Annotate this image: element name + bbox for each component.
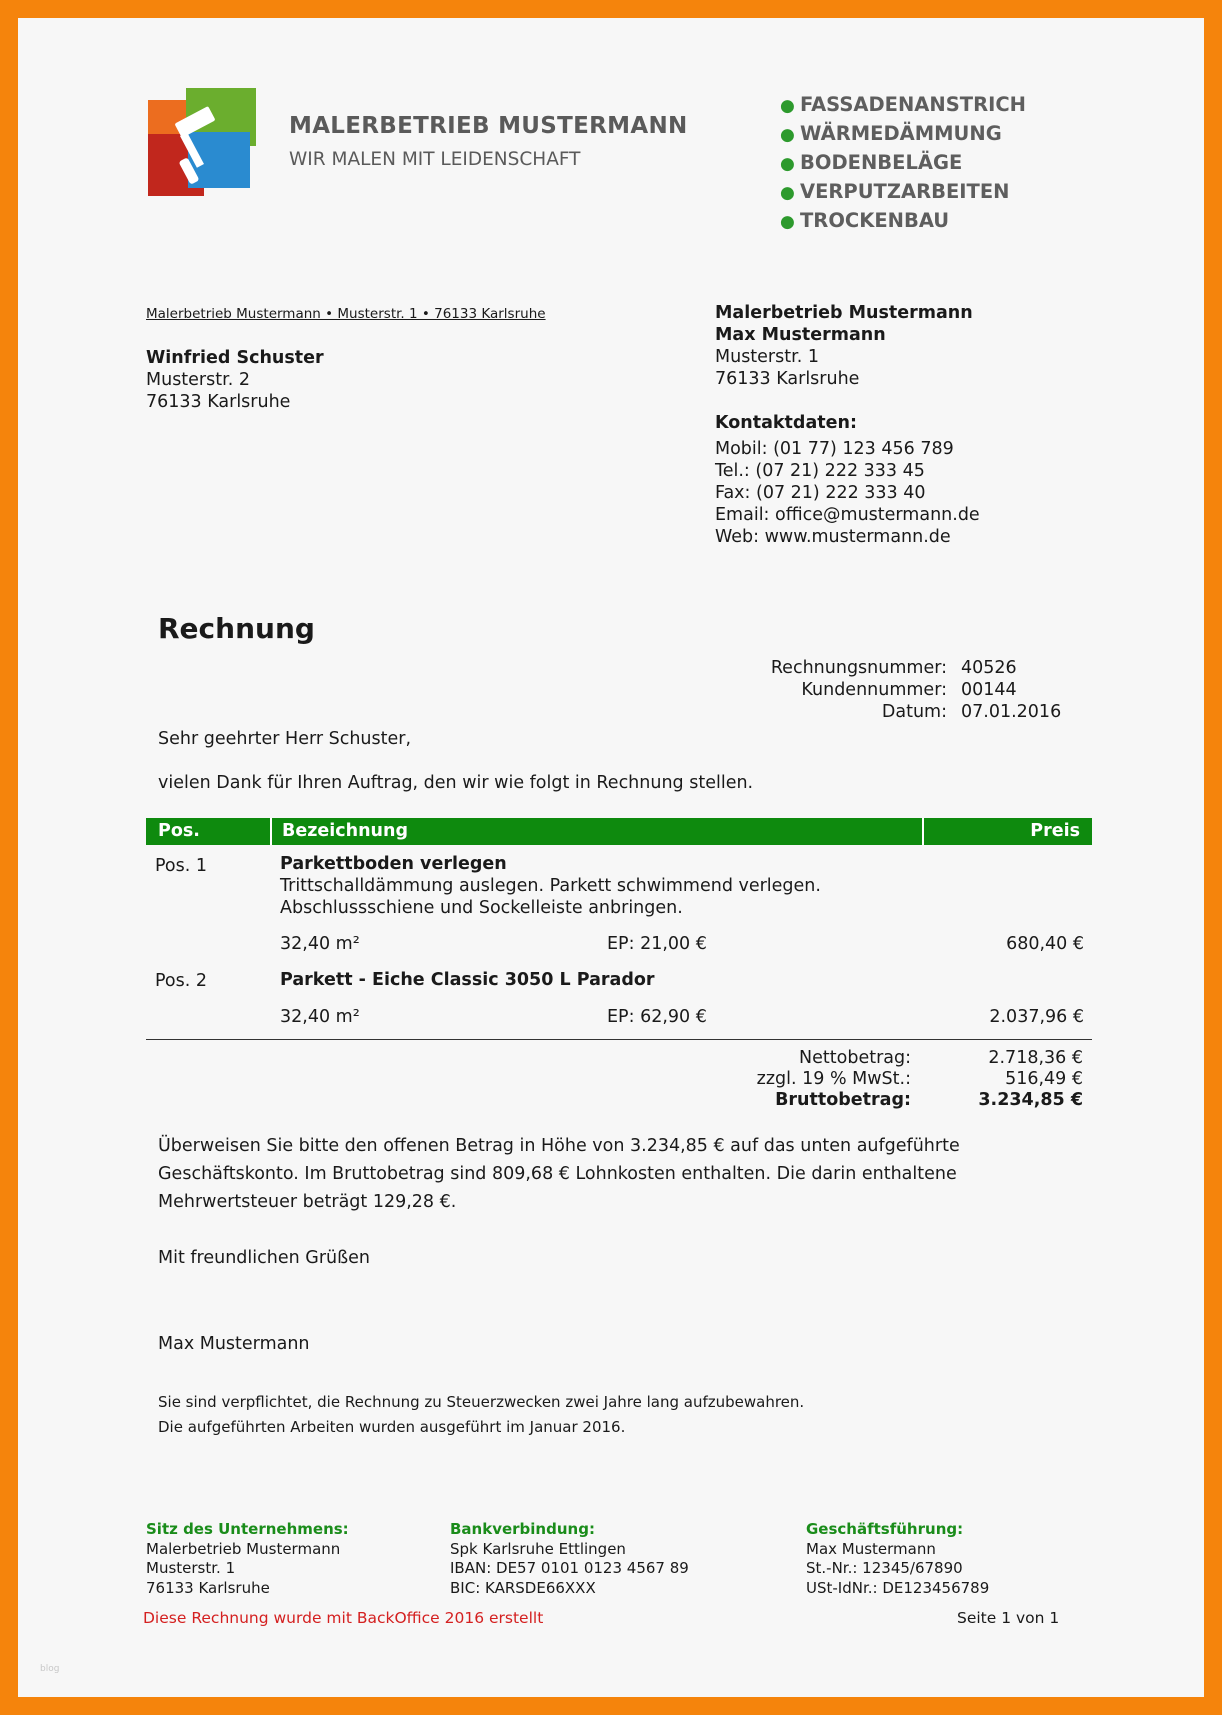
gross-amount: 3.234,85 € [978, 1090, 1083, 1110]
footer-bank: Bankverbindung: Spk Karlsruhe Ettlingen IBAN: DE57 0101 0123 4567 89 BIC: KARSDE66XXX [450, 1520, 689, 1597]
date-label: Datum: [881, 702, 947, 722]
company-logo [148, 88, 260, 196]
bullet-icon: ● [780, 125, 795, 145]
item-quantity: 32,40 m² [280, 934, 360, 954]
watermark-text: blog [40, 1664, 60, 1674]
bullet-icon: ● [780, 96, 795, 116]
vat-label: zzgl. 19 % MwSt.: [756, 1069, 911, 1089]
customer-number: 00144 [961, 680, 1017, 700]
header-price: Preis [1030, 821, 1080, 841]
note-line: Sie sind verpflichtet, die Rechnung zu Steuerzwecken zwei Jahre lang aufzubewahren. [158, 1393, 805, 1411]
closing-greeting: Mit freundlichen Grüßen [158, 1248, 370, 1268]
salutation: Sehr geehrter Herr Schuster, [158, 729, 412, 749]
item-unit-price: EP: 21,00 € [607, 934, 707, 954]
invoice-date: 07.01.2016 [961, 702, 1062, 722]
company-block-name: Malerbetrieb Mustermann [715, 303, 973, 323]
item-description: Trittschalldämmung auslegen. Parkett schwimmend verlegen. [280, 876, 821, 896]
company-contact-block [715, 302, 980, 548]
item-unit-price: EP: 62,90 € [607, 1007, 707, 1027]
item-quantity: 32,40 m² [280, 1007, 360, 1027]
recipient-street: Musterstr. 2 [146, 370, 250, 390]
company-block-city: 76133 Karlsruhe [715, 369, 860, 389]
intro-text: vielen Dank für Ihren Auftrag, den wir wie folgt in Rechnung stellen. [158, 773, 754, 793]
header-pos: Pos. [158, 821, 200, 841]
signer-name: Max Mustermann [158, 1334, 310, 1354]
legal-notes [158, 1390, 804, 1440]
created-with-note: Diese Rechnung wurde mit BackOffice 2016 erstellt [143, 1609, 544, 1627]
contact-email: Email: office@mustermann.de [715, 505, 980, 525]
item-description: Abschlussschiene und Sockelleiste anbringen. [280, 898, 683, 918]
item-price: 2.037,96 € [989, 1007, 1084, 1027]
payment-instructions: Überweisen Sie bitte den offenen Betrag in Höhe von 3.234,85 € auf das unten aufgeführte Geschäftskonto. Im Bruttobetrag sind 809,68 € Lohnkosten enthalten. Die darin enthaltene Mehrwertsteuer beträgt 129,28 €. [158, 1136, 960, 1212]
footer-seat: Sitz des Unternehmens: Malerbetrieb Mustermann Musterstr. 1 76133 Karlsruhe [146, 1520, 349, 1597]
document-title: Rechnung [158, 612, 315, 645]
service-item: ● BODENBELÄGE [780, 148, 1026, 177]
contact-fax: Fax: (07 21) 222 333 40 [715, 483, 926, 503]
contact-mobile: Mobil: (01 77) 123 456 789 [715, 439, 954, 459]
service-item: ● FASSADENANSTRICH [780, 90, 1026, 119]
contact-phone: Tel.: (07 21) 222 333 45 [715, 461, 925, 481]
bullet-icon: ● [780, 154, 795, 174]
services-list [780, 90, 1026, 235]
footer-management: Geschäftsführung: Max Mustermann St.-Nr.: 12345/67890 USt-IdNr.: DE123456789 [806, 1520, 990, 1597]
contact-web: Web: www.mustermann.de [715, 527, 951, 547]
item-title: Parkett - Eiche Classic 3050 L Parador [280, 970, 655, 990]
sender-return-address: Malerbetrieb Mustermann • Musterstr. 1 • 76133 Karlsruhe [146, 306, 546, 322]
header-description: Bezeichnung [282, 821, 408, 841]
invoice-number-label: Rechnungsnummer: [770, 658, 947, 678]
net-amount: 2.718,36 € [988, 1048, 1083, 1068]
service-item: ● VERPUTZARBEITEN [780, 177, 1026, 206]
gross-label: Bruttobetrag: [775, 1090, 911, 1110]
invoice-number: 40526 [961, 658, 1017, 678]
service-item: ● WÄRMEDÄMMUNG [780, 119, 1026, 148]
item-pos: Pos. 1 [155, 856, 208, 876]
company-name: MALERBETRIEB MUSTERMANN [289, 113, 688, 139]
totals-block [680, 1048, 1083, 1111]
recipient-name: Winfried Schuster [146, 348, 324, 368]
invoice-meta [700, 657, 1061, 723]
page-number: Seite 1 von 1 [957, 1609, 1060, 1627]
service-item: ● TROCKENBAU [780, 206, 1026, 235]
customer-number-label: Kundennummer: [801, 680, 947, 700]
recipient-city: 76133 Karlsruhe [146, 392, 291, 412]
bullet-icon: ● [780, 212, 795, 232]
item-price: 680,40 € [1006, 934, 1084, 954]
footer-heading: Bankverbindung: [450, 1520, 595, 1538]
item-title: Parkettboden verlegen [280, 854, 507, 874]
footer-heading: Sitz des Unternehmens: [146, 1520, 349, 1538]
bullet-icon: ● [780, 183, 795, 203]
vat-amount: 516,49 € [1005, 1069, 1083, 1089]
company-slogan: WIR MALEN MIT LEIDENSCHAFT [289, 149, 581, 170]
recipient-address [146, 347, 324, 413]
company-block-owner: Max Mustermann [715, 325, 886, 345]
items-table-header [146, 818, 1092, 845]
item-pos: Pos. 2 [155, 971, 208, 991]
table-divider [146, 1039, 1092, 1040]
contact-heading: Kontaktdaten: [715, 413, 857, 433]
company-block-street: Musterstr. 1 [715, 347, 819, 367]
note-line: Die aufgeführten Arbeiten wurden ausgeführt im Januar 2016. [158, 1418, 626, 1436]
footer-heading: Geschäftsführung: [806, 1520, 964, 1538]
net-label: Nettobetrag: [799, 1048, 911, 1068]
